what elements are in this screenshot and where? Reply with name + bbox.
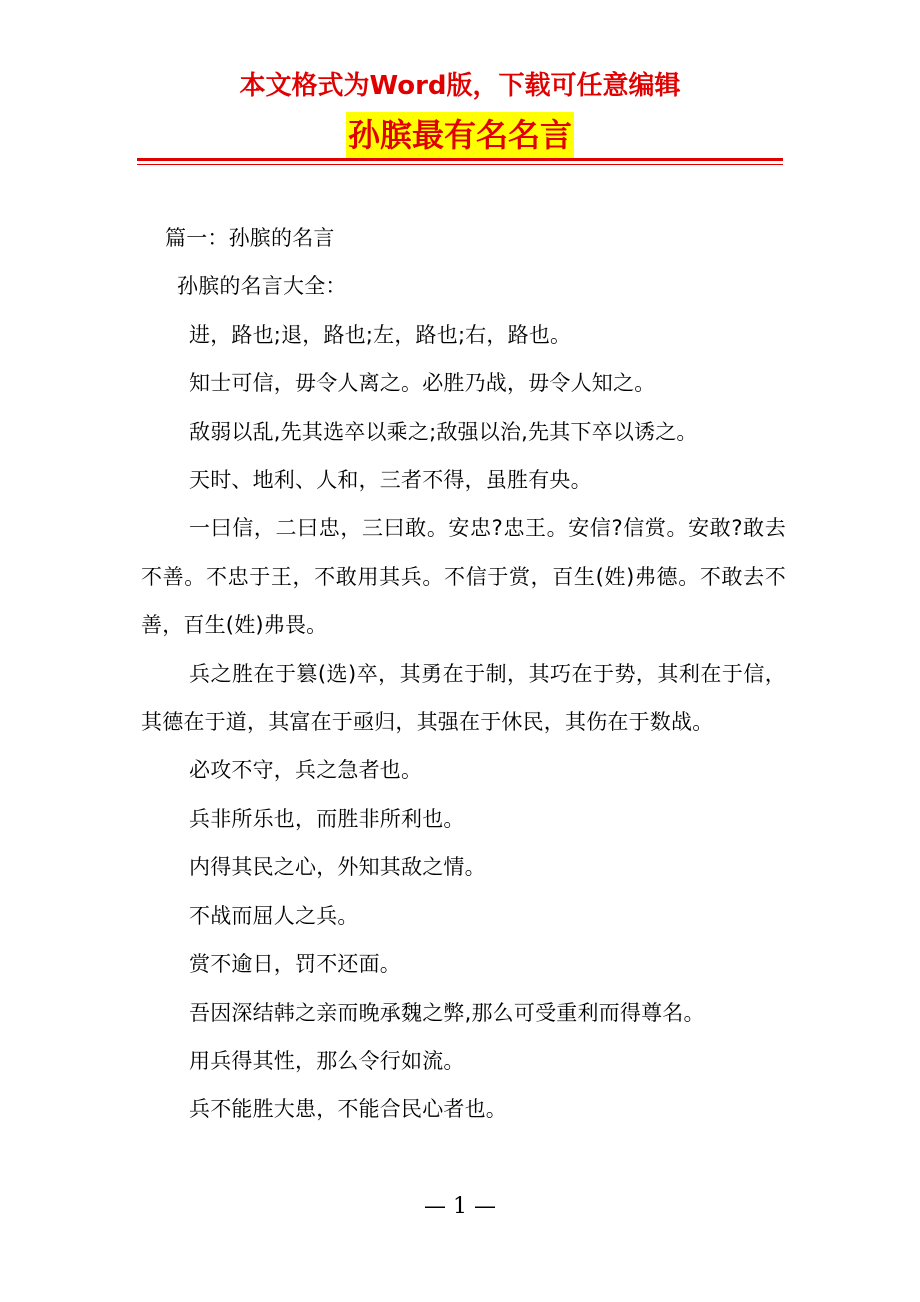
title-rule-thin [137, 164, 783, 165]
document-title: 孙膑最有名名言 [346, 112, 574, 158]
quote-paragraph: 吾因深结韩之亲而晚承魏之弊,那么可受重利而得尊名。 [189, 1000, 705, 1025]
quote-paragraph: 内得其民之心，外知其敌之情。 [189, 855, 486, 880]
quote-paragraph: 一曰信，二曰忠，三曰敢。安忠?忠王。安信?信赏。安敢?敢去不善。不忠于王，不敢用其兵。不信于赏，百生(姓)弗德。不敢去不善，百生(姓)弗畏。 [141, 516, 786, 638]
page-number: — 1 — [424, 1194, 496, 1219]
quote-paragraph: 兵非所乐也，而胜非所利也。 [189, 806, 465, 831]
quote-paragraph: 兵不能胜大患，不能合民心者也。 [189, 1097, 507, 1122]
title-rule-thick [137, 158, 783, 161]
quote-paragraph: 敌弱以乱,先其选卒以乘之;敌强以治,先其下卒以诱之。 [189, 419, 698, 444]
quote-paragraph: 天时、地利、人和，三者不得，虽胜有央。 [189, 468, 592, 493]
title-container [0, 112, 920, 158]
quote-paragraph: 兵之胜在于篡(选)卒，其勇在于制，其巧在于势，其利在于信，其德在于道，其富在于亟归，其强在于休民，其伤在于数战。 [141, 661, 786, 735]
quote-paragraph: 用兵得其性，那么令行如流。 [189, 1048, 465, 1073]
quote-paragraph: 进，路也;退，路也;左，路也;右，路也。 [189, 322, 572, 347]
section-heading: 篇一：孙膑的名言 [165, 226, 335, 250]
document-body [141, 214, 786, 1134]
format-notice-banner: 本文格式为Word版，下载可任意编辑 [239, 71, 681, 101]
quote-paragraph: 知士可信，毋令人离之。必胜乃战，毋令人知之。 [189, 371, 656, 396]
subheading: 孙膑的名言大全： [177, 274, 347, 299]
quote-paragraph: 不战而屈人之兵。 [189, 903, 359, 928]
quote-paragraph: 必攻不守，兵之急者也。 [189, 758, 423, 783]
quote-paragraph: 赏不逾日，罚不还面。 [189, 952, 401, 977]
